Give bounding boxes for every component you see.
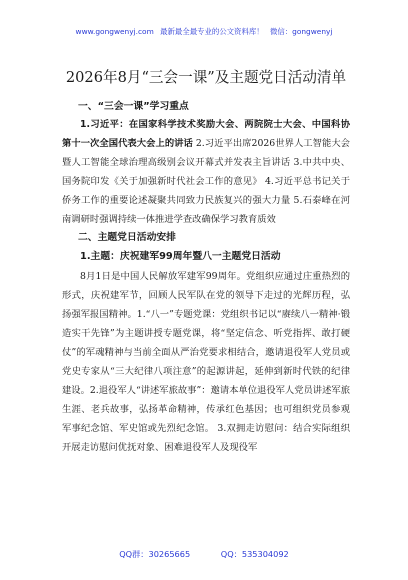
activity-paragraph: 8月1日是中国人民解放军建军99周年。党组织应通过庄重热烈的形式，庆祝建军节，回顾人民军队在党的领导下走过的光辉历程，弘扬强军报国精神。1.“八一”专题党课：党组织书记以“赓续八一精神·锻造实干先锋”为主题讲授专题党课，将“坚定信念、听党指挥、敢打硬仗”的军魂精神与当前全面从严治党要求相结合，邀请退役军人党员或党史专家从“三大纪律八项注意”的起源讲起，延伸到新时代铁的纪律建设。2.退役军人“讲述军旅故事”：邀请本单位退役军人党员讲述军旅生涯、老兵故事，弘扬革命精神，传承红色基因；也可组织党员参观军事纪念馆、军史馆或先烈纪念馆。 3.双拥走访慰问：结合实际组织开展走访慰问优抚对象、困难退役军人及现役军 bbox=[62, 271, 350, 453]
qq-contact: QQ：535304092 bbox=[220, 549, 289, 559]
page-footer bbox=[0, 548, 408, 560]
document-body bbox=[62, 68, 350, 458]
qq-group: QQ群：30265665 bbox=[119, 549, 191, 559]
site-link[interactable]: www.gongwenyj.com bbox=[75, 27, 154, 36]
site-slogan: 最新最全最专业的公文资料库！ bbox=[160, 27, 264, 36]
study-points-paragraph bbox=[62, 116, 350, 229]
wechat-id: 微信：gongwenyj bbox=[269, 27, 333, 36]
study-points-rest: 2.习近平出席2026世界人工智能大会暨人工智能全球治理高级别会议开幕式并发表主旨讲话 3.中共中央、国务院印发《关于加强新时代社会工作的意见》 4.习近平总书记关于侨务工作的重要论述凝聚共同致力民族复兴的强大力量 5.石泰峰在河南调研时强调持续一体推进学查改确保学习教育质效 bbox=[62, 137, 350, 225]
activity-theme-heading: 1.主题：庆祝建军99周年暨八一主题党日活动 bbox=[80, 251, 281, 263]
document-title: 2026年8月“三会一课”及主题党日活动清单 bbox=[65, 69, 347, 86]
section-heading-study: 一、“三会一课”学习重点 bbox=[78, 101, 189, 112]
page-header bbox=[0, 27, 408, 37]
section-heading-activities: 二、主题党日活动安排 bbox=[78, 232, 176, 244]
study-point-1: 1.习近平：在国家科学技术奖励大会、两院院士大会、中国科协第十一次全国代表大会上的讲话 bbox=[62, 119, 350, 149]
